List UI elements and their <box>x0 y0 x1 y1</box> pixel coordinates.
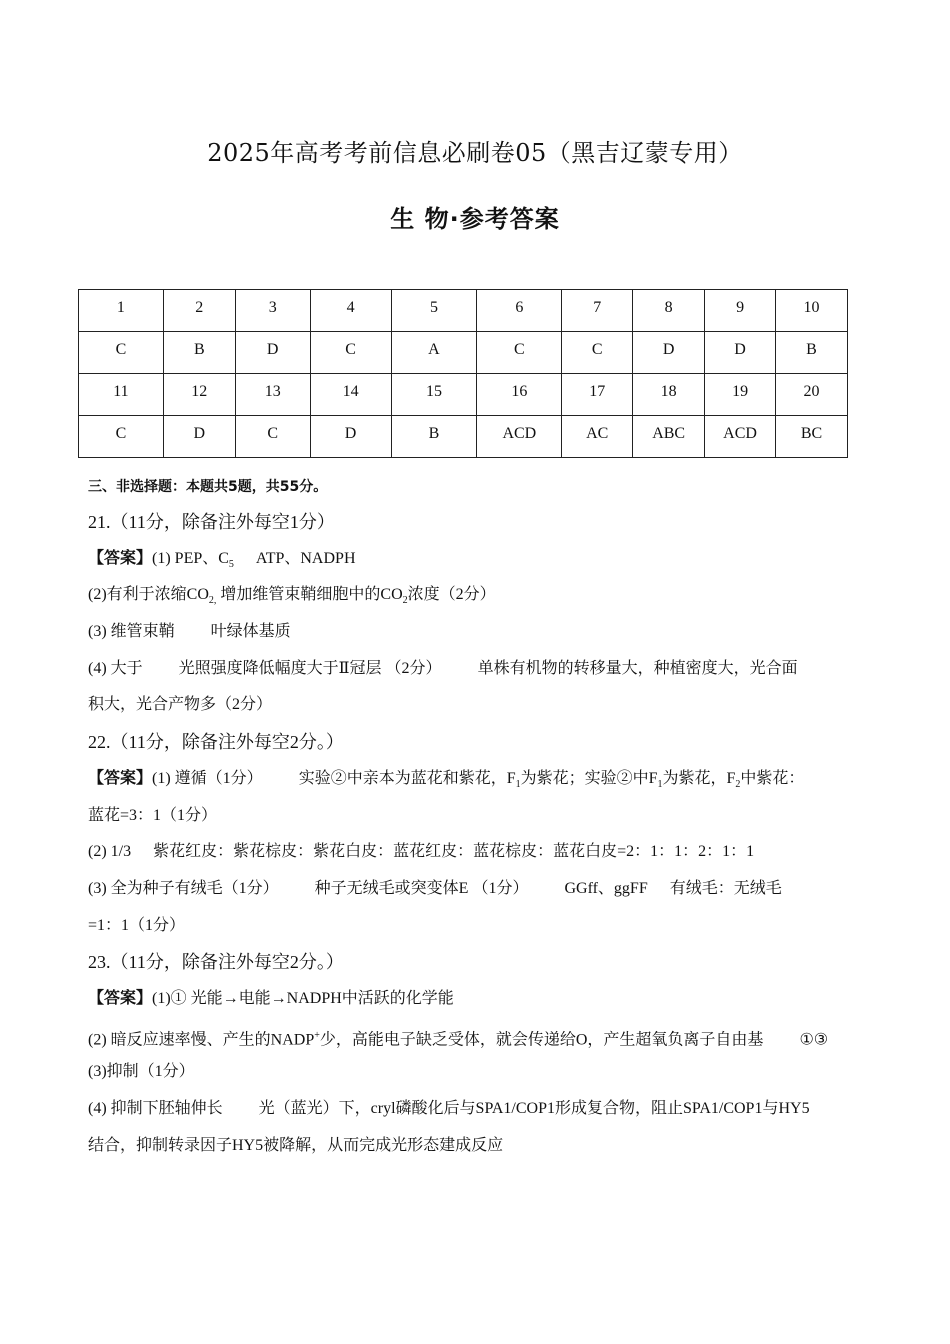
answer-label: 【答案】 <box>88 989 153 1007</box>
table-cell: C <box>79 332 164 374</box>
table-cell: D <box>235 332 310 374</box>
table-row-answers <box>79 332 848 374</box>
table-cell: 14 <box>310 374 391 416</box>
q22-p1-a: (1) 遵循（1分） <box>152 769 263 787</box>
q21-p2-c: 浓度（2分） <box>407 586 496 604</box>
page-title: 2025年高考考前信息必刷卷05（黑吉辽蒙专用） <box>207 139 743 167</box>
table-cell: 4 <box>310 290 391 332</box>
q22-p3-a: (3) 全为种子有绒毛（1分） <box>88 879 279 897</box>
table-cell: B <box>391 416 477 458</box>
table-cell: 2 <box>163 290 235 332</box>
q21-p4-a: (4) 大于 <box>88 659 143 677</box>
q22-part3 <box>88 871 878 908</box>
q22-p1-s2: 1 <box>657 779 663 790</box>
q22-p3-c: GGff、ggFF <box>564 879 648 897</box>
q23-p2-a: (2) 暗反应速率慢、产生的NADP <box>88 1030 315 1048</box>
q21-p1-sub: 5 <box>228 558 234 570</box>
table-cell: 7 <box>562 290 633 332</box>
q21-p1-a: (1) PEP、C <box>152 549 229 567</box>
q22-p1-e: 中紫花： <box>740 769 805 787</box>
table-cell: 18 <box>633 374 705 416</box>
q23-p4-a: (4) 抑制下胚轴伸长 <box>88 1100 223 1117</box>
question-22-header: 22.（11分，除备注外每空2分。） <box>88 732 344 753</box>
q23-p2-c: ①③ <box>799 1030 829 1048</box>
table-cell: 17 <box>562 374 633 416</box>
q21-p4-b: 光照强度降低幅度大于Ⅱ冠层 （2分） <box>178 659 442 677</box>
q23-p1: (1)① 光能→电能→NADPH中活跃的化学能 <box>152 989 454 1007</box>
table-cell: 1 <box>79 290 164 332</box>
q22-part1-cont: 蓝花=3：1（1分） <box>88 806 218 824</box>
table-cell: A <box>391 332 477 374</box>
q21-p2-a: (2)有利于浓缩CO <box>88 586 209 604</box>
table-row-numbers <box>79 374 848 416</box>
table-row-numbers <box>79 290 848 332</box>
q22-p2-b: 紫花红皮：紫花棕皮：紫花白皮：蓝花红皮：蓝花棕皮：蓝花白皮=2：1：1：2：1：1 <box>153 843 755 861</box>
table-cell: ABC <box>633 416 705 458</box>
q23-p4-b: 光（蓝光）下，cryl磷酸化后与SPA1/COP1形成复合物，阻止SPA1/COP1与HY5 <box>258 1100 810 1117</box>
q22-p1-d: 为紫花，F <box>662 769 736 787</box>
q21-part4-cont: 积大，光合产物多（2分） <box>88 696 273 714</box>
q22-p1-s1: 1 <box>515 779 521 790</box>
q21-p3-a: (3) 维管束鞘 <box>88 623 175 641</box>
answer-table <box>78 289 848 458</box>
table-cell: 11 <box>79 374 164 416</box>
q22-p3-b: 种子无绒毛或突变体E （1分） <box>314 879 529 897</box>
section-heading: 三、非选择题：本题共5题，共55分。 <box>88 479 328 495</box>
q21-p1-b: ATP、NADPH <box>255 549 356 567</box>
q22-part3-cont: =1：1（1分） <box>88 916 186 934</box>
table-cell: 10 <box>776 290 848 332</box>
table-cell: 13 <box>235 374 310 416</box>
q22-part2 <box>88 834 878 871</box>
q21-p2-b: 增加维管束鞘细胞中的CO <box>216 586 403 604</box>
table-cell: 20 <box>776 374 848 416</box>
page-subtitle: 生 物·参考答案 <box>390 205 560 233</box>
answer-label: 【答案】 <box>88 549 153 567</box>
table-cell: 19 <box>705 374 776 416</box>
q21-part4 <box>88 651 878 688</box>
q21-p2-sub2: 2 <box>402 595 408 607</box>
table-cell: 3 <box>235 290 310 332</box>
table-cell: 12 <box>163 374 235 416</box>
table-cell: C <box>235 416 310 458</box>
q22-p1-b: 实验②中亲本为蓝花和紫花，F <box>298 769 516 787</box>
table-cell: D <box>705 332 776 374</box>
q22-p3-d: 有绒毛：无绒毛 <box>669 879 782 897</box>
table-cell: 9 <box>705 290 776 332</box>
table-cell: C <box>79 416 164 458</box>
table-cell: 8 <box>633 290 705 332</box>
table-cell: C <box>477 332 562 374</box>
table-cell: B <box>163 332 235 374</box>
table-cell: D <box>310 416 391 458</box>
q22-part1 <box>88 761 878 798</box>
table-cell: B <box>776 332 848 374</box>
table-cell: D <box>633 332 705 374</box>
table-cell: ACD <box>477 416 562 458</box>
q23-part3: (3)抑制（1分） <box>88 1063 195 1081</box>
answers-body <box>88 504 878 1164</box>
question-21-header: 21.（11分，除备注外每空1分） <box>88 512 335 532</box>
table-cell: ACD <box>705 416 776 458</box>
q23-part1 <box>88 981 878 1018</box>
answer-label: 【答案】 <box>88 769 153 787</box>
q23-part4 <box>88 1091 878 1128</box>
q21-p3-b: 叶绿体基质 <box>210 623 291 641</box>
q21-p4-c: 单株有机物的转移量大，种植密度大，光合面 <box>477 659 798 677</box>
q22-p1-c: 为紫花；实验②中F <box>520 769 658 787</box>
q21-p2-sub1: 2, <box>208 595 217 607</box>
question-23-header: 23.（11分，除备注外每空2分。） <box>88 952 344 973</box>
table-cell: 6 <box>477 290 562 332</box>
q22-p2-a: (2) 1/3 <box>88 843 132 861</box>
table-cell: 15 <box>391 374 477 416</box>
q23-part2 <box>88 1018 878 1055</box>
q23-part4-cont: 结合，抑制转录因子HY5被降解，从而完成光形态建成反应 <box>88 1136 504 1154</box>
q23-p2-b: 少，高能电子缺乏受体，就会传递给O，产生超氧负离子自由基 <box>319 1030 764 1048</box>
table-cell: 16 <box>477 374 562 416</box>
q21-part3 <box>88 614 878 651</box>
table-cell: D <box>163 416 235 458</box>
table-cell: AC <box>562 416 633 458</box>
q21-part1 <box>88 541 878 578</box>
q22-p1-s3: 2 <box>735 779 741 790</box>
q21-part2 <box>88 577 878 614</box>
table-cell: C <box>310 332 391 374</box>
q23-p2-sup: + <box>314 1029 320 1041</box>
table-cell: C <box>562 332 633 374</box>
table-cell: 5 <box>391 290 477 332</box>
table-row-answers <box>79 416 848 458</box>
table-cell: BC <box>776 416 848 458</box>
